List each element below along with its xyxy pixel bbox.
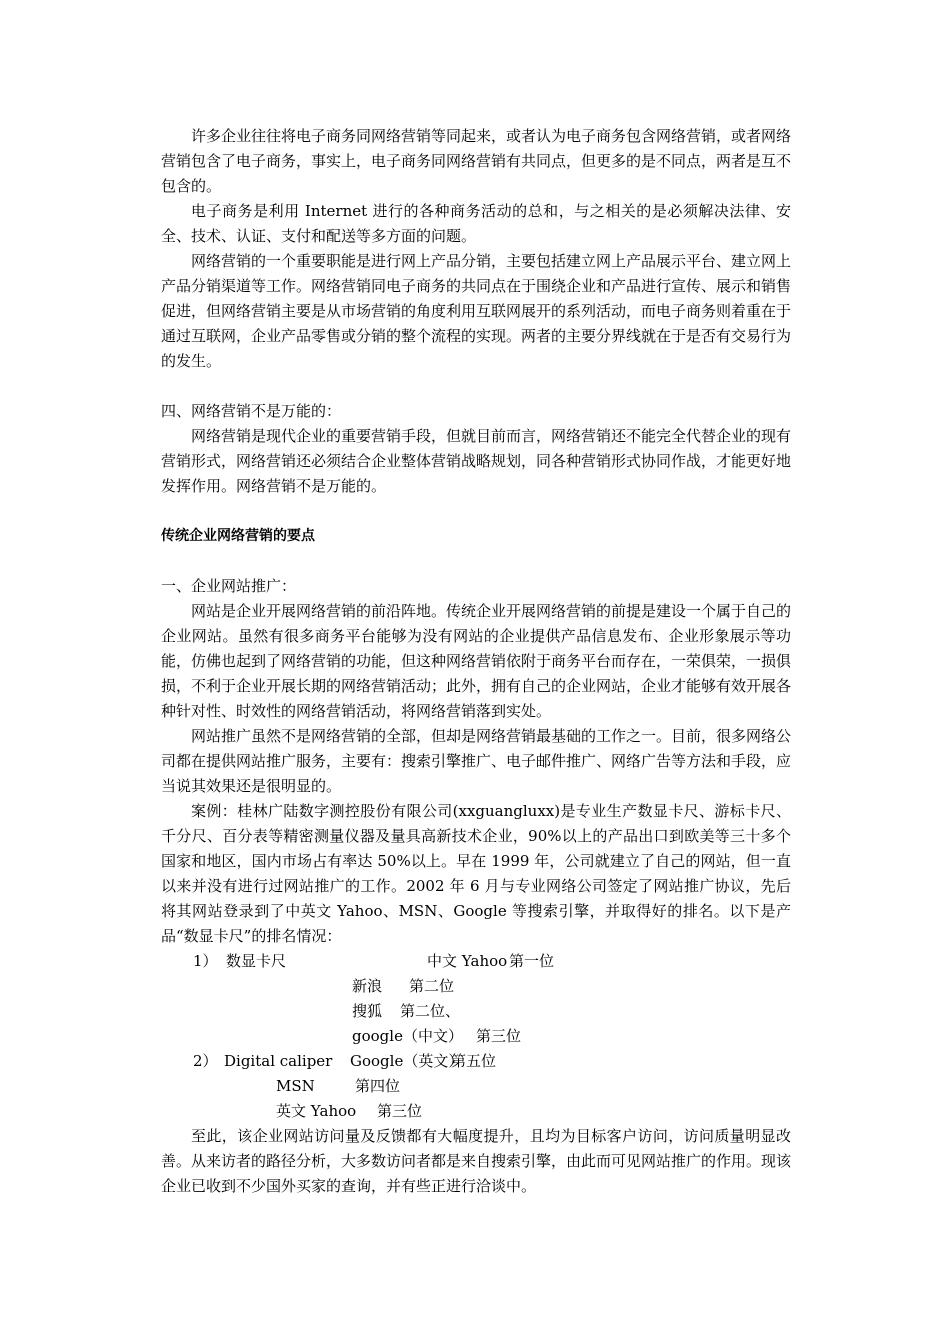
ranking-engine: 英文 Yahoo: [276, 1102, 357, 1120]
paragraph-website-frontline: 网站是企业开展网络营销的前沿阵地。传统企业开展网络营销的前提是建设一个属于自己的企业网站。虽然有很多商务平台能够为没有网站的企业提供产品信息发布、企业形象展示等功能，仿佛也起到了网络营销的功能，但这种网络营销依附于商务平台而存在，一荣俱荣，一损俱损，不利于企业开展长期的网络营销活动；此外，拥有自己的企业网站，企业才能够有效开展各种针对性、时效性的网络营销活动，将网络营销落到实处。: [161, 602, 792, 720]
section-title-four: 四、网络营销不是万能的：: [161, 402, 342, 420]
ranking-position: 第四位: [355, 1077, 401, 1095]
ranking-product: 数显卡尺: [226, 952, 287, 970]
ranking-row: [161, 999, 791, 1024]
ranking-position: 第三位: [377, 1102, 423, 1120]
paragraph-ec-vs-marketing: 许多企业往往将电子商务同网络营销等同起来，或者认为电子商务包含网络营销，或者网络营销包含了电子商务，事实上，电子商务同网络营销有共同点，但更多的是不同点，两者是互不包含的。: [161, 127, 792, 195]
ranking-row: [161, 1024, 791, 1049]
paragraph-ec-definition: 电子商务是利用 Internet 进行的各种商务活动的总和，与之相关的是必须解决法律、安全、技术、认证、支付和配送等多方面的问题。: [161, 202, 791, 245]
ranking-engine: 中文 Yahoo: [427, 952, 508, 970]
paragraph-website-promotion: 网站推广虽然不是网络营销的全部，但却是网络营销最基础的工作之一。目前，很多网络公司都在提供网站推广服务，主要有：搜索引擎推广、电子邮件推广、网络广告等方法和手段，应当说其效果还是很明显的。: [161, 727, 792, 795]
spacer: [161, 499, 791, 524]
spacer: [161, 549, 791, 574]
ranking-position: 第五位: [451, 1052, 497, 1070]
paragraph-marketing-function: 网络营销的一个重要职能是进行网上产品分销，主要包括建立网上产品展示平台、建立网上产品分销渠道等工作。网络营销同电子商务的共同点在于围绕企业和产品进行宣传、展示和销售促进，但网络营销主要是从市场营销的角度利用互联网展开的系列活动，而电子商务则着重在于通过互联网，企业产品零售或分销的整个流程的实现。两者的主要分界线就在于是否有交易行为的发生。: [161, 252, 792, 370]
ranking-row: [161, 949, 791, 974]
ranking-row: [161, 1049, 791, 1074]
ranking-number: 2）: [193, 1052, 218, 1070]
paragraph-case-study: 案例：桂林广陆数字测控股份有限公司(xxguangluxx)是专业生产数显卡尺、游标卡尺、千分尺、百分表等精密测量仪器及量具高新技术企业，90%以上的产品出口到欧美等三十多个国家和地区，国内市场占有率达 50%以上。早在 1999 年，公司就建立了自己的网站，但一直以来并没有进行过网站推广的工作。2002 年 6 月与专业网络公司签定了网站推广协议，先后将其网站登录到了中英文 Yahoo、MSN、Google 等搜索引擎，并取得好的排名。以下是产品“数显卡尺”的排名情况：: [161, 802, 791, 945]
ranking-engine: 搜狐: [352, 1002, 383, 1020]
paragraph-not-almighty: 网络营销是现代企业的重要营销手段，但就目前而言，网络营销还不能完全代替企业的现有营销形式，网络营销还必须结合企业整体营销战略规划，同各种营销形式协同作战，才能更好地发挥作用。网络营销不是万能的。: [161, 427, 792, 495]
ranking-row: [161, 1074, 791, 1099]
ranking-position: 第二位、: [400, 1002, 461, 1020]
ranking-engine: 新浪: [352, 977, 383, 995]
ranking-row: [161, 974, 791, 999]
ranking-product: Digital caliper: [224, 1052, 333, 1070]
ranking-engine: Google（英文）: [350, 1052, 464, 1070]
document-page: [161, 124, 791, 1199]
section-heading: 传统企业网络营销的要点: [161, 528, 315, 544]
ranking-position: 第三位: [476, 1027, 522, 1045]
ranking-number: 1）: [193, 952, 218, 970]
ranking-position: 第二位: [409, 977, 455, 995]
ranking-position: 第一位: [509, 952, 555, 970]
paragraph-conclusion: 至此，该企业网站访问量及反馈都有大幅度提升，且均为目标客户访问，访问质量明显改善。从来访者的路径分析，大多数访问者都是来自搜索引擎，由此而可见网站推广的作用。现该企业已收到不少国外买家的查询，并有些正进行洽谈中。: [161, 1127, 792, 1195]
section-title-one: 一、企业网站推广：: [161, 577, 297, 595]
ranking-engine: MSN: [276, 1077, 315, 1095]
ranking-engine: google（中文）: [352, 1027, 463, 1045]
ranking-row: [161, 1099, 791, 1124]
spacer: [161, 374, 791, 399]
